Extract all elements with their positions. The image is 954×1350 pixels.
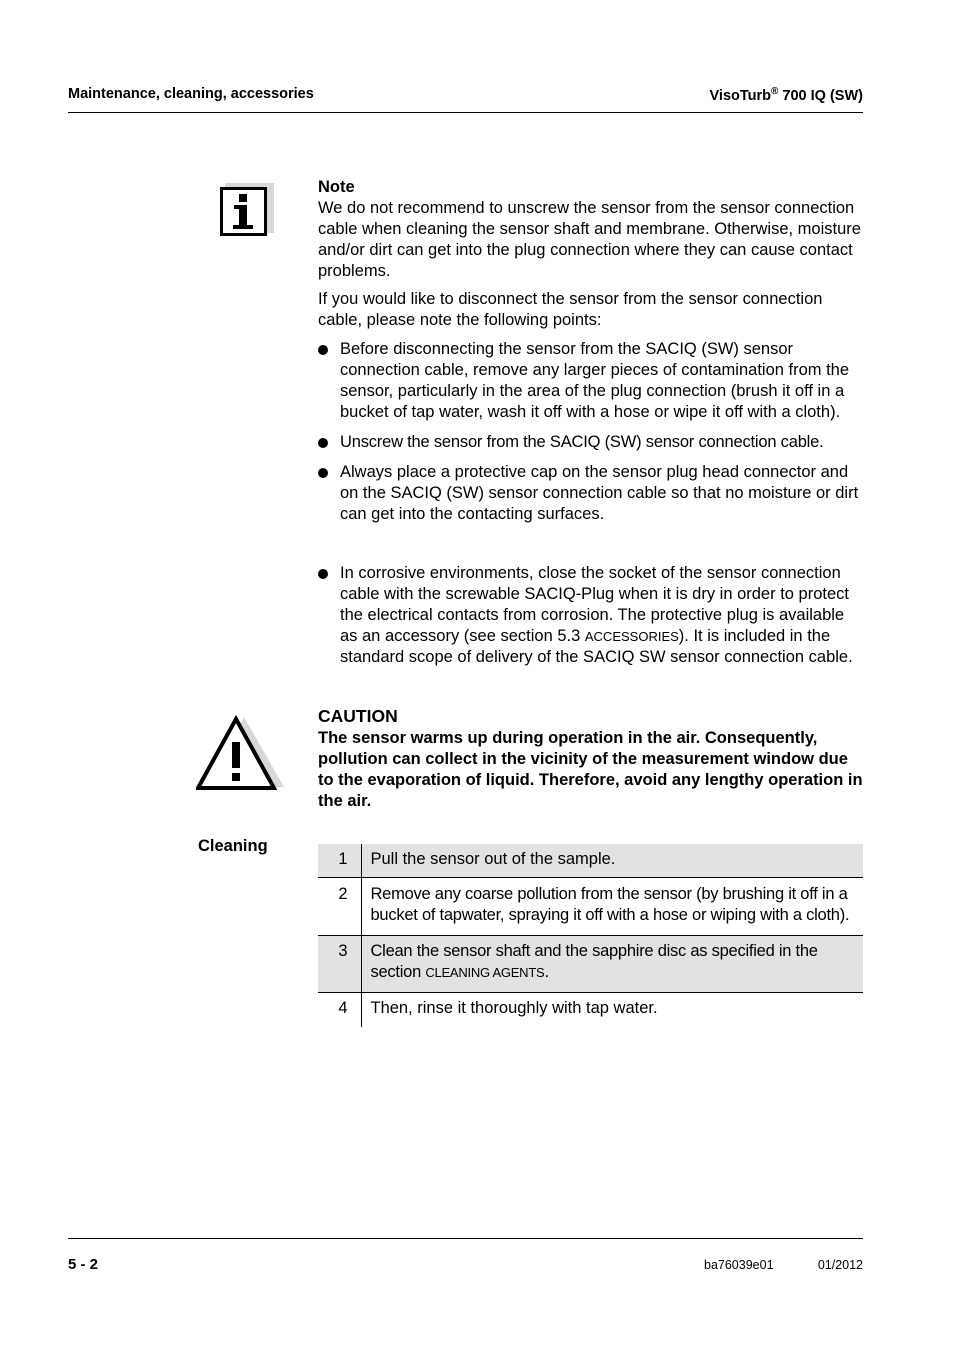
bullet-icon <box>318 438 328 448</box>
note-paragraph-2: If you would like to disconnect the sensor from the sensor connection cable, please note the following points: <box>318 290 823 329</box>
document-id: ba76039e01 <box>704 1258 774 1272</box>
step-number: 3 <box>318 936 361 993</box>
caution-title: CAUTION <box>318 706 398 726</box>
step-text: Pull the sensor out of the sample. <box>361 844 863 878</box>
step-number: 4 <box>318 993 361 1028</box>
product-name: VisoTurb <box>709 87 772 104</box>
table-row <box>318 844 863 878</box>
header-rule <box>68 112 863 113</box>
note-bullet-list <box>318 339 863 525</box>
bullet-icon <box>318 345 328 355</box>
product-model: 700 IQ (SW) <box>778 87 863 104</box>
bullet-icon <box>318 569 328 579</box>
warning-triangle-icon <box>196 713 284 791</box>
publication-date: 01/2012 <box>817 1258 863 1272</box>
info-icon <box>220 183 274 237</box>
table-row <box>318 993 863 1028</box>
registered-mark: ® <box>771 86 779 97</box>
step-number: 1 <box>318 844 361 878</box>
cross-reference: ACCESSORIES <box>584 629 679 644</box>
running-header-section: Maintenance, cleaning, accessories <box>68 86 314 102</box>
cleaning-steps-table <box>318 844 863 1027</box>
table-row <box>318 878 863 936</box>
list-item: Before disconnecting the sensor from the SACIQ (SW) sensor connection cable, remove any larger pieces of contamination from the sensor, particularly in the area of the plug connection (brush it off in a bucket of tap water, wash it off with a hose or wipe it off with a cloth). <box>318 339 863 423</box>
table-row <box>318 936 863 993</box>
note-paragraph-1: We do not recommend to unscrew the sensor from the sensor connection cable when cleaning the sensor shaft and membrane. Otherwise, moisture and/or dirt can get into the plug connection where they can cause contact problems. <box>318 199 861 280</box>
note-title: Note <box>318 178 355 196</box>
note-bullet-corrosive <box>318 563 863 668</box>
step-text: Clean the sensor shaft and the sapphire disc as specified in the section CLEANING AGENTS. <box>361 936 863 993</box>
list-item: In corrosive environments, close the socket of the sensor connection cable with the screwable SACIQ-Plug when it is dry in order to protect the electrical contacts from corrosion. The protective plug is available as an accessory (see section 5.3 ACCESSORIES). It is included in the standard scope of delivery of the SACIQ SW sensor connection cable. <box>318 563 863 668</box>
step-number: 2 <box>318 878 361 936</box>
cleaning-heading: Cleaning <box>198 837 268 855</box>
list-item: Unscrew the sensor from the SACIQ (SW) sensor connection cable. <box>318 432 863 453</box>
running-header-product <box>710 86 863 104</box>
step-text: Remove any coarse pollution from the sensor (by brushing it off in a bucket of tapwater, spraying it off with a hose or wiping with a cloth). <box>370 885 850 924</box>
list-item: Always place a protective cap on the sensor plug head connector and on the SACIQ (SW) sensor connection cable so that no moisture or dirt can get into the contacting surfaces. <box>318 462 863 525</box>
caution-text: The sensor warms up during operation in the air. Consequently, pollution can collect in the vicinity of the measurement window due to the evaporation of liquid. Therefore, avoid any lengthy operation in the air. <box>318 729 863 810</box>
step-text: Then, rinse it thoroughly with tap water. <box>370 999 658 1017</box>
footer-rule <box>68 1238 863 1239</box>
cross-reference: CLEANING AGENTS <box>425 965 545 980</box>
bullet-icon <box>318 468 328 478</box>
page-number: 5 - 2 <box>68 1256 99 1273</box>
